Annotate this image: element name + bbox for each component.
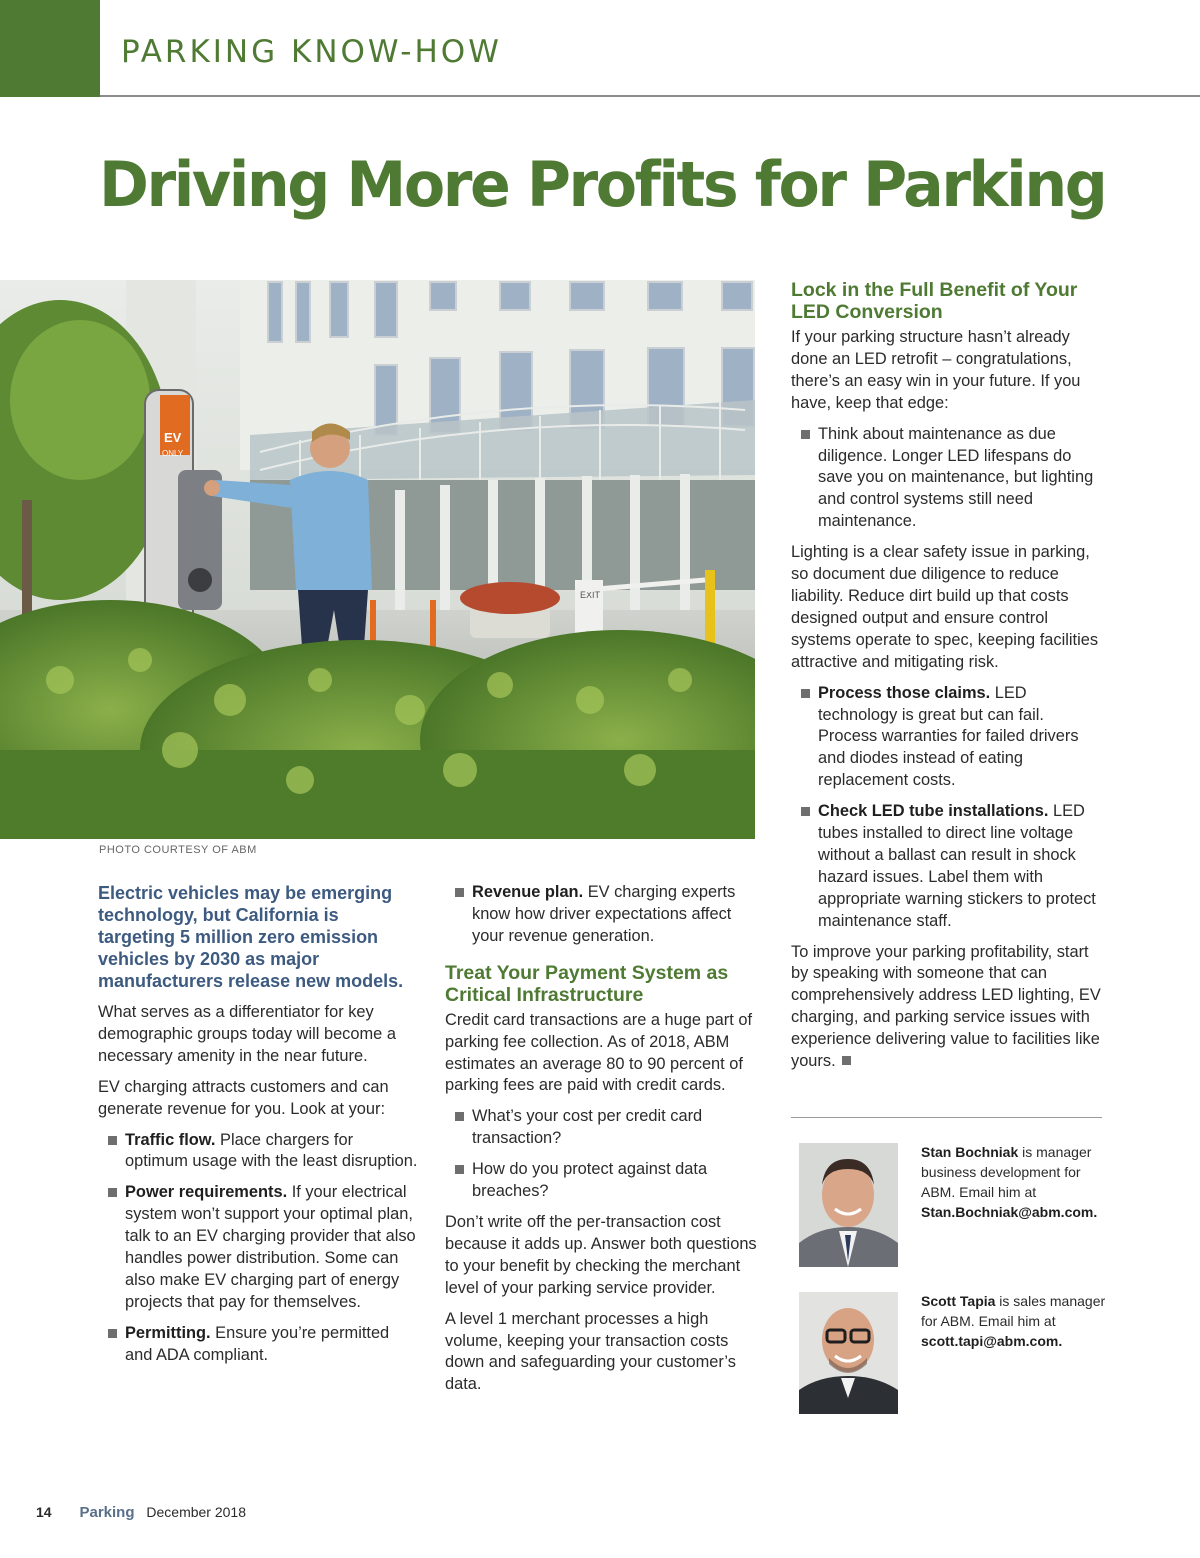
list-item-text: Think about maintenance as due diligence. Longer LED lifespans do save you on maintenance, but lighting and control systems still need maintenance. — [818, 424, 1094, 531]
list-item-text: LED technology is great but can fail. Process warranties for failed drivers and diodes instead of eating replacement costs. — [818, 683, 1079, 790]
paragraph: What serves as a differentiator for key demographic groups today will become a necessary amenity in the near future. — [98, 1003, 396, 1065]
bullet-square-icon — [108, 1329, 117, 1338]
magazine-name: Parking — [79, 1504, 135, 1521]
list-item-text: EV charging experts know how driver expectations affect your revenue generation. — [472, 883, 736, 945]
author-headshot-scott — [799, 1292, 898, 1414]
paragraph: EV charging attracts customers and can generate revenue for you. Look at your: — [98, 1077, 389, 1118]
paragraph: If your parking structure hasn’t already done an LED retrofit – congratulations, there’s an easy win in your future. If you have, keep that edge: — [791, 328, 1081, 412]
article-deck: Electric vehicles may be emerging technology, but California is targeting 5 million zero emission vehicles by 2030 as major manufacturers release new models. — [98, 883, 404, 991]
bullet-square-icon — [455, 1112, 464, 1121]
list-item-lead: Power requirements. — [125, 1183, 288, 1202]
article-headline: Driving More Profits for Parking — [99, 148, 1106, 221]
end-mark-icon — [842, 1056, 851, 1065]
list-item — [791, 801, 1103, 932]
paragraph: A level 1 merchant processes a high volume, keeping your transaction costs down and safeguarding your customer’s data. — [445, 1309, 736, 1394]
exit-sign-label: EXIT — [580, 590, 601, 600]
list-item-text: How do you protect against data breaches? — [472, 1160, 708, 1201]
article-photo — [0, 280, 755, 839]
paragraph: Don’t write off the per-transaction cost because it adds up. Answer both questions to your benefit by checking the merchant level of your parking service provider. — [445, 1212, 757, 1297]
photo-credit: PHOTO COURTESY OF ABM — [99, 844, 257, 856]
author-bio-stan — [921, 1142, 1106, 1222]
list-item-text: What’s your cost per credit card transaction? — [472, 1107, 703, 1148]
bullet-square-icon — [108, 1188, 117, 1197]
list-item — [98, 1323, 418, 1367]
issue-date: December 2018 — [146, 1504, 247, 1520]
author-email: scott.tapi@abm.com. — [921, 1333, 1063, 1349]
bullet-square-icon — [801, 807, 810, 816]
list-item-text: Ensure you’re permitted and ADA compliant. — [125, 1323, 390, 1364]
list-item-lead: Permitting. — [125, 1323, 211, 1342]
list-item — [98, 1182, 418, 1313]
closing-paragraph — [791, 942, 1103, 1073]
charger-label-ev: EV — [164, 430, 182, 445]
charger-label-only: ONLY — [162, 449, 184, 458]
bio-divider — [791, 1117, 1102, 1118]
bullet-square-icon — [108, 1136, 117, 1145]
list-item — [445, 882, 757, 948]
column-3 — [791, 279, 1103, 1082]
list-item — [445, 1159, 757, 1203]
header-rule — [100, 95, 1200, 97]
section-label: PARKING KNOW-HOW — [121, 34, 502, 70]
list-item-lead: Traffic flow. — [125, 1130, 216, 1149]
bullet-square-icon — [455, 1165, 464, 1174]
author-role: is manager business development for ABM. Email him at — [921, 1144, 1092, 1200]
payment-questions — [445, 1106, 757, 1203]
list-item-lead: Revenue plan. — [472, 883, 584, 901]
list-item-text: Place chargers for optimum usage with the least disruption. — [125, 1130, 418, 1171]
author-name: Stan Bochniak — [921, 1144, 1019, 1160]
subhead-payment: Treat Your Payment System as Critical Infrastructure — [445, 961, 729, 1006]
list-item-lead: Process those claims. — [818, 683, 991, 702]
column-1 — [98, 882, 418, 1376]
led-checklist-1 — [791, 424, 1103, 534]
bullet-square-icon — [801, 430, 810, 439]
list-item-text: LED tubes installed to direct line voltage without a ballast can result in shock hazard issues. Label them with appropriate warning stickers to protect maintenance staff. — [818, 802, 1096, 930]
list-item — [791, 683, 1103, 793]
ev-checklist — [98, 1130, 418, 1367]
led-checklist-2 — [791, 683, 1103, 933]
subhead-led: Lock in the Full Benefit of Your LED Conversion — [791, 279, 1078, 323]
section-color-block — [0, 0, 100, 97]
paragraph: Lighting is a clear safety issue in parking, so document due diligence to reduce liability. Reduce dirt build up that costs designed output and ensure control systems operate to spec, keeping facilities attractive and mitigating risk. — [791, 543, 1099, 671]
author-role: is sales manager for ABM. Email him at — [921, 1293, 1106, 1329]
column-2 — [445, 882, 757, 1405]
author-bio-scott — [921, 1291, 1106, 1351]
page-number: 14 — [36, 1504, 52, 1520]
list-item-lead: Check LED tube installations. — [818, 802, 1049, 821]
bullet-square-icon — [455, 888, 464, 897]
bullet-square-icon — [801, 689, 810, 698]
list-item-text: If your electrical system won’t support your optimal plan, talk to an EV charging provider that also handles power distribution. Some can also make EV charging part of energy projects that pay for themselves. — [125, 1183, 416, 1311]
list-item — [791, 424, 1103, 534]
ev-checklist-continued — [445, 882, 757, 948]
page-footer — [36, 1504, 246, 1521]
list-item — [445, 1106, 757, 1150]
author-headshot-stan — [799, 1143, 898, 1267]
author-name: Scott Tapia — [921, 1293, 996, 1309]
paragraph: Credit card transactions are a huge part of parking fee collection. As of 2018, ABM estimates an average 80 to 90 percent of parking fees are paid with credit cards. — [445, 1010, 753, 1095]
list-item — [98, 1130, 418, 1174]
closing-text: To improve your parking profitability, start by speaking with someone that can comprehensively address LED lighting, EV charging, and parking service issues with experience delivering value to facilities like yours. — [791, 942, 1101, 1071]
author-email: Stan.Bochniak@abm.com. — [921, 1204, 1098, 1220]
